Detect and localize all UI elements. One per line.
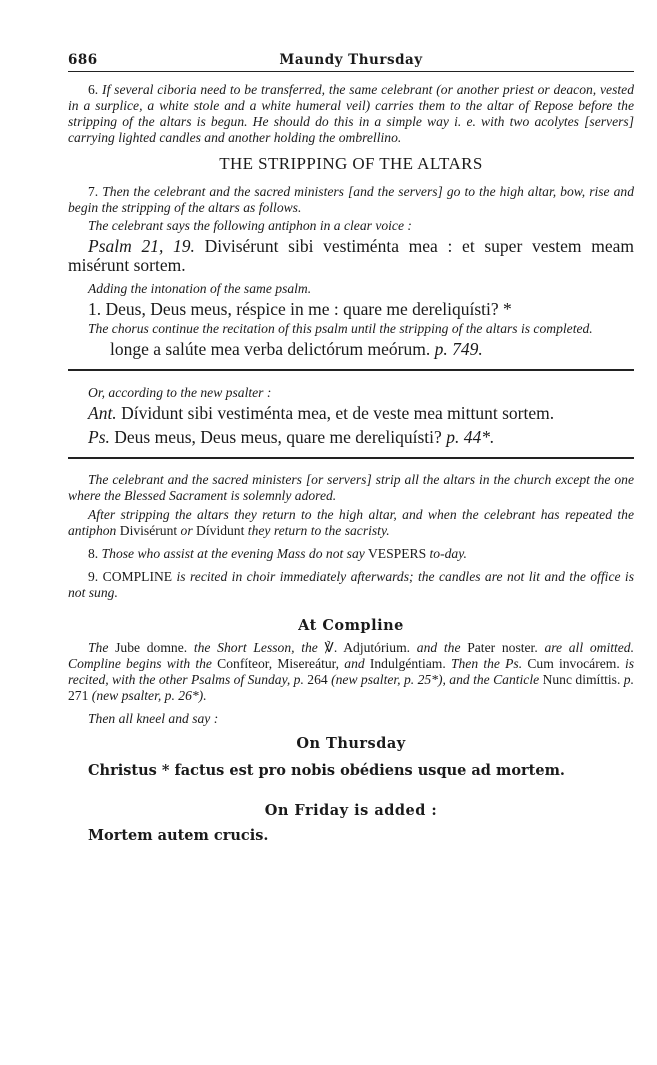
rubric-text: Then the Ps. [450,656,523,671]
rubric-kneel [68,711,634,727]
latin-text: Cum invocárem. [527,656,620,671]
paragraph-6 [68,82,634,146]
psalm-reference: Psalm 21, 19. [88,236,195,256]
rubric-text: the Short Lesson, the [193,640,318,655]
paragraph-text: to-day. [429,546,467,561]
latin-text: Pater noster. [467,640,538,655]
page-number-ref: 271 [68,688,89,703]
paragraph-text: Those who assist at the evening Mass do not say [101,546,365,561]
on-friday-heading: On Friday is added : [264,802,438,819]
rubric-text: Adding the intonation of the same psalm. [88,281,312,296]
rubric-intonation [68,281,634,297]
office-name: VESPERS [367,546,427,561]
psalm-verse-1: 1. Deus, Deus meus, réspice in me : quare me dereliquísti? * [88,299,512,319]
verse-text: longe a salúte mea verba delictórum meórum. [110,339,431,359]
rubric-text: and the [416,640,461,655]
on-thursday-heading: On Thursday [296,735,406,752]
rubric-antiphon [68,218,634,234]
rubric-new-psalter [68,385,634,401]
latin-text: Indulgéntiam. [369,656,446,671]
rubric-text: 26*). [178,688,207,703]
antiphon-new-psalter [68,404,634,423]
mortem-verse [68,827,634,845]
rubric-text: and [344,656,365,671]
christus-verse [68,762,634,780]
rubric-text: The [88,640,109,655]
paragraph-number: 6. [88,82,99,97]
paragraph-9 [68,569,634,601]
rubric-text: or [180,523,193,538]
antiphon-text: Dívidunt sibi vestiménta mea, et de veste mea mittunt sortem. [121,403,555,423]
at-compline-heading: At Compline [298,617,404,634]
paragraph-number: 8. [88,546,99,561]
section-divider [68,457,634,459]
rubric-text: (new psalter, p. [91,688,175,703]
rubric-chorus [68,321,634,337]
psalm-new-psalter [68,428,634,447]
paragraph-number: 7. [88,184,99,199]
antiphon-label: Ant. [88,403,117,423]
paragraph-text: is recited in choir immediately afterwards; the candles are not lit and the office is not sung. [68,569,634,600]
section-divider [68,369,634,371]
paragraph-text: Then the celebrant and the sacred ministers [and the servers] go to the high altar, bow, rise and begin the stripping of the altars as follows. [68,184,634,215]
header-rule [68,71,634,72]
rubric-text: they return to the sacristy. [247,523,390,538]
psalm-21-antiphon [68,237,634,275]
antiphon-text: Divisérunt sibi vestiménta mea : et super vestem meam misérunt sortem. [68,236,634,275]
paragraph-8 [68,546,634,562]
page-number: 686 [68,52,98,68]
rubric-strip [68,472,634,504]
paragraph-number: 9. [88,569,99,584]
verse-text: Christus * factus est pro nobis obédiens usque ad mortem. [88,762,565,779]
running-title: Maundy Thursday [279,52,423,68]
latin-text: Jube domne. [115,640,188,655]
rubric-text: Or, according to the new psalter : [88,385,272,400]
paragraph-7 [68,184,634,216]
page-number-ref: 264 [307,672,328,687]
rubric-text: The celebrant and the sacred ministers [or servers] strip all the altars in the church except the one where the Blessed Sacrament is solemnly adored. [68,472,634,503]
page [68,52,634,845]
latin-text: ℣. Adjutórium. [324,640,411,655]
rubric-text: is recited, with the other Psalms of Sunday, p. [68,656,635,687]
rubric-text: (new psalter, p. [331,672,415,687]
section-heading: THE STRIPPING OF THE ALTARS [219,154,483,173]
latin-text: Nunc dimíttis. [542,672,621,687]
antiphon-name: Divisérunt [119,523,178,538]
latin-text: Confíteor, Misereátur, [217,656,340,671]
psalm-verse-longe [68,340,634,359]
verse-text: Mortem autem crucis. [88,827,269,844]
psalm-label: Ps. [88,427,110,447]
rubric-text: The celebrant says the following antiphon in a clear voice : [88,218,412,233]
rubric-text: The chorus continue the recitation of this psalm until the stripping of the altars is completed. [88,321,593,336]
compline-rubric [68,640,634,704]
rubric-text: After stripping the altars they return to the high altar, and when the celebrant has repeated the antiphon [68,507,634,538]
rubric-return [68,507,634,539]
paragraph-text: If several ciboria need to be transferred, the same celebrant (or another priest or deacon, vested in a surplice, a white stole and a white humeral veil) carries them to the altar of Repose before the stripping of the altars is begun. He should do this in a simple way i. e. with two acolytes [servers] carrying lighted candles and another holding the ombrellino. [68,82,634,145]
rubric-text: Then all kneel and say : [88,711,219,726]
page-reference: p. 749. [434,339,483,359]
antiphon-name: Dívidunt [196,523,245,538]
psalm-text: Deus meus, Deus meus, quare me dereliquísti? [114,427,442,447]
rubric-text: are all omitted. Compline begins with the [68,640,634,671]
running-header [68,52,634,68]
rubric-text: p. [623,672,634,687]
rubric-text: 25*), and the Canticle [417,672,540,687]
page-reference: p. 44*. [446,427,495,447]
office-name: COMPLINE [102,569,173,584]
